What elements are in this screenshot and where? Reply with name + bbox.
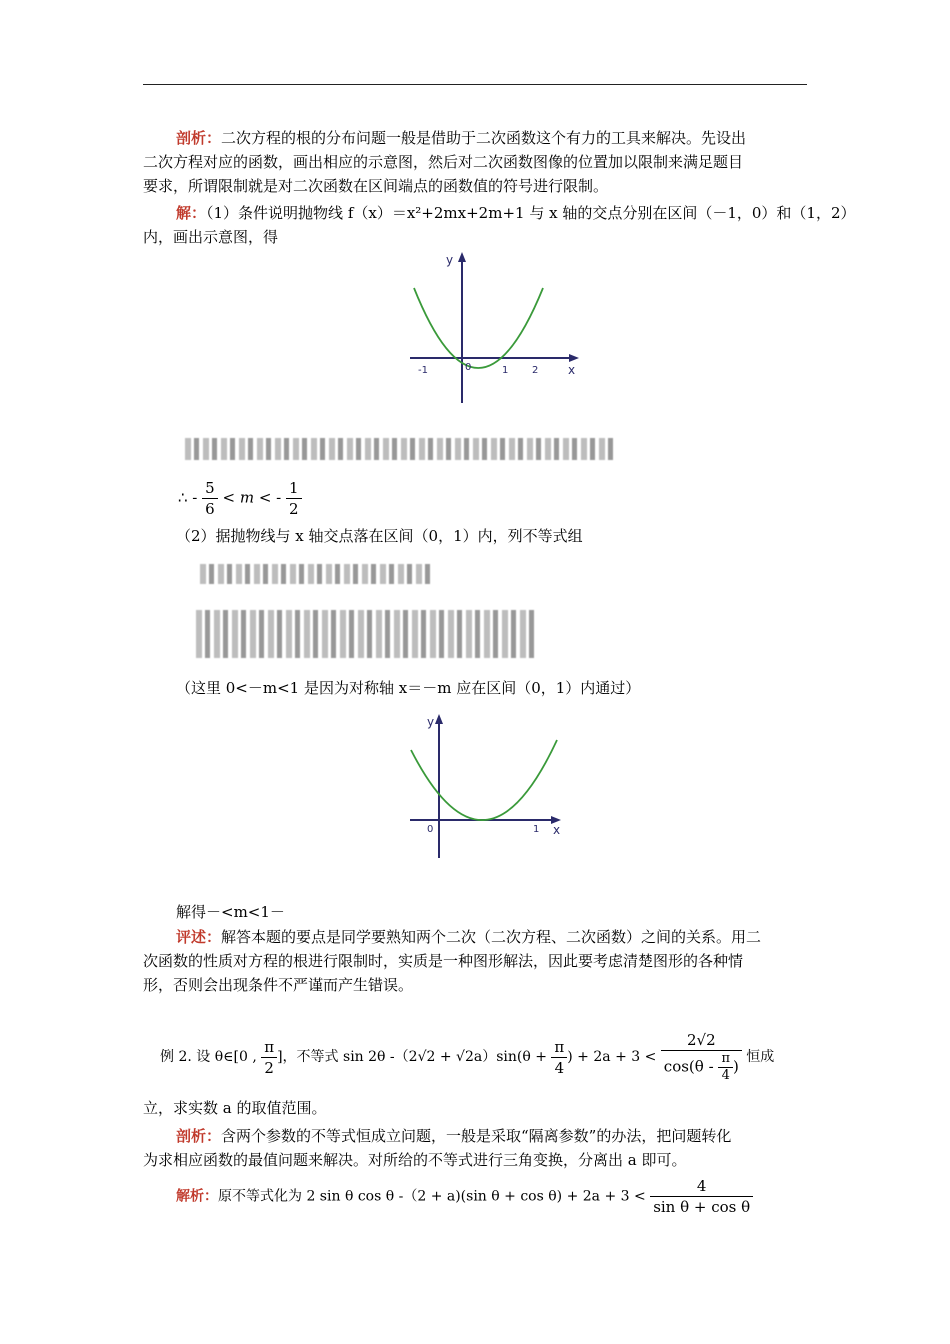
solution1-text1: （1）条件说明抛物线 f（x）＝x²+2mx+2m+1 与 x 轴的交点分别在区间（－1，0）和（1，2） [206, 204, 856, 222]
solution2-text: 原不等式化为 [218, 1188, 302, 1205]
analysis1-line2: 二次方程对应的函数，画出相应的示意图，然后对二次函数图像的位置加以限制来满足题目 [143, 153, 744, 171]
analysis1-text1: 二次方程的根的分布问题一般是借助于二次函数这个有力的工具来解决。先设出 [221, 129, 747, 147]
solution1-line1 [176, 201, 856, 225]
illegible-formula-image [200, 564, 434, 584]
example2-expr2: ) + 2a + 3 < [567, 1049, 657, 1065]
fraction-5-6 [202, 478, 218, 519]
fraction-1-2 [286, 478, 302, 519]
frac-den: 2 [289, 500, 299, 518]
example2-line2: 立，求实数 a 的取值范围。 [143, 1099, 327, 1117]
tick-label: 2 [532, 365, 539, 376]
review-text1: 解答本题的要点是同学要熟知两个二次（二次方程、二次函数）之间的关系。用二 [221, 928, 762, 946]
analysis2-text1: 含两个参数的不等式恒成立问题，一般是采取“隔离参数”的办法，把问题转化 [221, 1127, 732, 1145]
review-line1 [176, 925, 761, 949]
analysis2-label: 剖析： [176, 1127, 222, 1145]
parabola-graph-1 [400, 248, 585, 406]
solution2-line [176, 1176, 753, 1217]
tick-label: 0 [465, 362, 472, 373]
y-arrow [435, 714, 443, 724]
result1 [178, 478, 302, 519]
solution2-label: 解析： [176, 1188, 218, 1205]
x-label: x [553, 823, 561, 837]
frac-den: 6 [205, 500, 215, 518]
example2-line1 [160, 1030, 774, 1084]
frac-num: π [261, 1037, 277, 1058]
rhs-den-text: cos(θ - [663, 1057, 714, 1076]
example2-tail: 恒成 [746, 1049, 775, 1065]
frac-num: π [718, 1051, 733, 1068]
frac-den: 4 [721, 1068, 730, 1083]
x-arrow [569, 354, 579, 362]
result1-prefix: ∴ - [178, 488, 198, 507]
example2-expr: sin 2θ -（2√2 + √2a）sin(θ + [343, 1049, 547, 1065]
rhs-close: ) [732, 1057, 739, 1076]
fraction-pi-4-inner [718, 1051, 733, 1084]
frac-den: 4 [554, 1058, 565, 1077]
example2-after: ]，不等式 [277, 1049, 339, 1065]
analysis2-line2: 为求相应函数的最值问题来解决。对所给的不等式进行三角变换，分离出 a 即可。 [143, 1151, 687, 1169]
fraction-pi-2 [261, 1037, 277, 1078]
tick-label: -1 [418, 365, 428, 376]
header-rule [143, 84, 807, 85]
review-line2: 次函数的性质对方程的根进行限制时，实质是一种图形解法，因此要考虑清楚图形的各种情 [143, 952, 744, 970]
frac-den: sin θ + cos θ [653, 1198, 751, 1216]
fraction-solution2 [650, 1176, 753, 1217]
fraction-pi-4 [551, 1037, 567, 1078]
x-label: x [568, 363, 576, 377]
frac-num: 4 [650, 1176, 753, 1197]
solution2-expr: 2 sin θ cos θ -（2 + a)(sin θ + cos θ) + 2a + 3 < [306, 1188, 646, 1205]
parabola-graph-2 [405, 710, 570, 860]
parabola-curve [411, 740, 557, 820]
frac-den [661, 1051, 742, 1084]
analysis2-line1 [176, 1124, 731, 1148]
fraction-rhs [661, 1030, 742, 1084]
review-line3: 形，否则会出现条件不严谨而产生错误。 [143, 976, 414, 994]
tick-label: 0 [427, 824, 434, 835]
y-label: y [427, 715, 435, 729]
example2-lead: 例 2. 设 θ∈[0 , [160, 1049, 257, 1065]
result1-mid: < m < - [222, 488, 282, 507]
illegible-formula-image [185, 438, 613, 460]
y-label: y [446, 253, 454, 267]
analysis1-line1 [176, 126, 746, 150]
result2: 解得－<m<1－ [176, 903, 285, 921]
review-label: 评述： [176, 928, 222, 946]
y-arrow [458, 252, 466, 262]
solution1-label: 解： [176, 204, 207, 222]
parabola-curve [414, 288, 543, 368]
frac-num: 2√2 [661, 1030, 742, 1051]
frac-num: 5 [202, 478, 218, 499]
part2-note: （这里 0<－m<1 是因为对称轴 x＝－m 应在区间（0，1）内通过） [176, 679, 641, 697]
frac-num: 1 [286, 478, 302, 499]
analysis1-label: 剖析： [176, 129, 222, 147]
analysis1-line3: 要求，所谓限制就是对二次函数在区间端点的函数值的符号进行限制。 [143, 177, 609, 195]
part2-line1: （2）据抛物线与 x 轴交点落在区间（0，1）内，列不等式组 [176, 527, 583, 545]
solution1-line2: 内，画出示意图，得 [143, 228, 279, 246]
frac-num: π [551, 1037, 567, 1058]
tick-label: 1 [533, 824, 540, 835]
illegible-inequality-system-image [196, 610, 536, 658]
tick-label: 1 [502, 365, 509, 376]
frac-den: 2 [264, 1058, 274, 1077]
